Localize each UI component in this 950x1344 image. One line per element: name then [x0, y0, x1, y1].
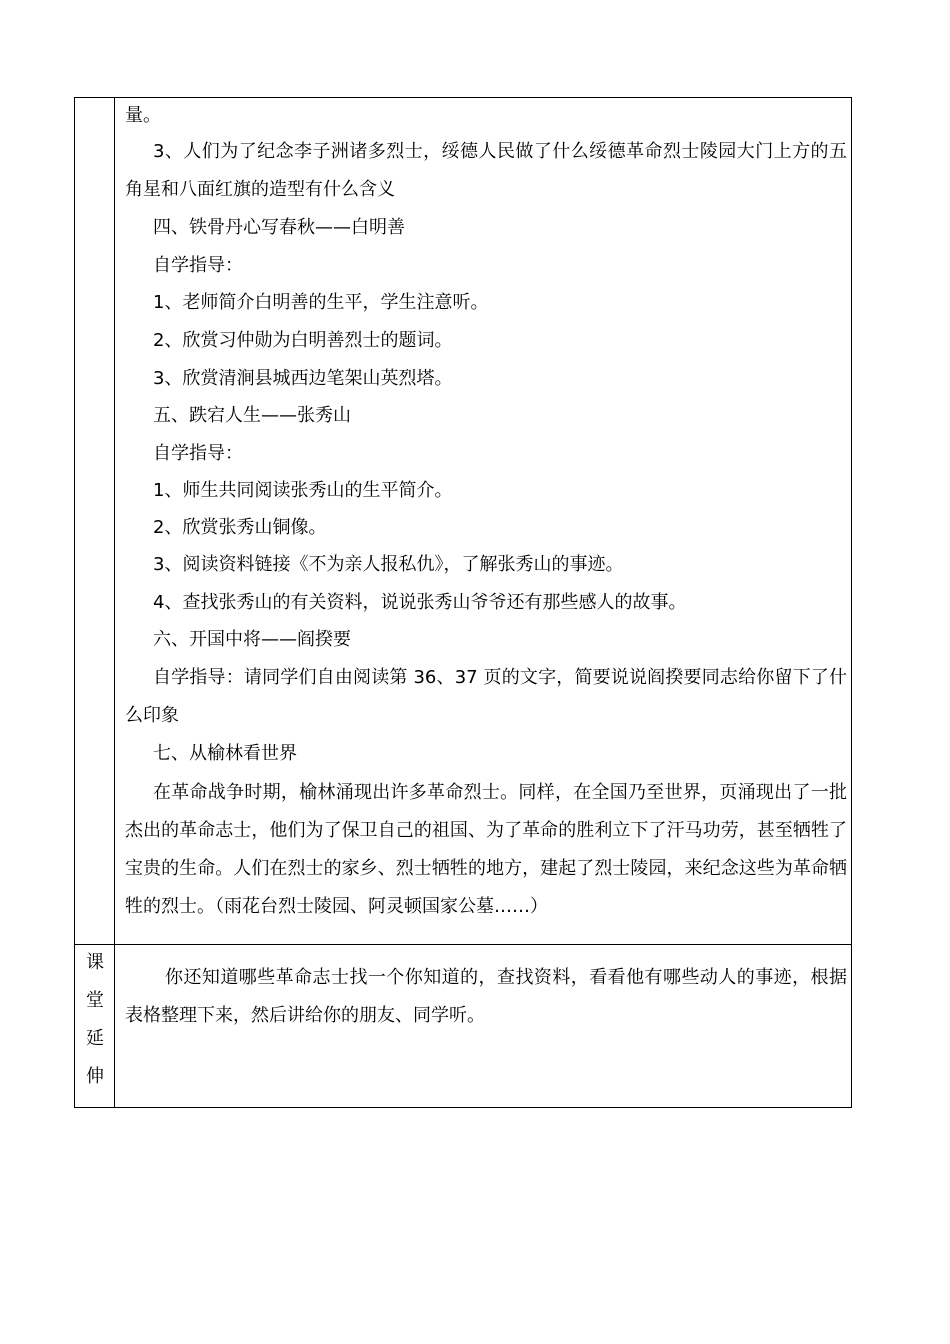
list-item: 2、欣赏张秀山铜像。 — [153, 517, 327, 538]
table-row — [75, 945, 851, 1107]
paragraph: 自学指导：请同学们自由阅读第 36、37 页的文字，简要说说阎揆要同志给你留下了什么印象 — [125, 667, 847, 726]
row-label-char: 伸 — [86, 1066, 104, 1087]
row-label-cell — [75, 945, 115, 1107]
content-cell — [115, 98, 851, 944]
paragraph: 量。 — [125, 105, 161, 126]
list-item: 1、师生共同阅读张秀山的生平简介。 — [153, 480, 453, 501]
paragraph: 自学指导： — [153, 255, 243, 276]
section-heading: 六、开国中将——阎揆要 — [153, 629, 351, 650]
section-heading: 五、跌宕人生——张秀山 — [153, 405, 351, 426]
row-label-char: 课 — [86, 952, 104, 973]
content-cell — [115, 945, 851, 1107]
paragraph: 你还知道哪些革命志士找一个你知道的，查找资料，看看他有哪些动人的事迹，根据表格整理下来，然后讲给你的朋友、同学听。 — [125, 967, 847, 1026]
list-item: 3、阅读资料链接《不为亲人报私仇》，了解张秀山的事迹。 — [153, 554, 624, 575]
list-item: 3、欣赏清涧县城西边笔架山英烈塔。 — [153, 368, 453, 389]
section-heading: 四、铁骨丹心写春秋——白明善 — [153, 217, 405, 238]
row-label-cell — [75, 98, 115, 944]
lesson-table — [74, 97, 852, 1108]
paragraph: 自学指导： — [153, 443, 243, 464]
list-item: 2、欣赏习仲勋为白明善烈士的题词。 — [153, 330, 453, 351]
list-item: 4、查找张秀山的有关资料，说说张秀山爷爷还有那些感人的故事。 — [153, 592, 687, 613]
row-label-char: 堂 — [86, 990, 104, 1011]
table-row — [75, 98, 851, 945]
section-heading: 七、从榆林看世界 — [153, 743, 297, 764]
row-label-char: 延 — [86, 1028, 104, 1049]
paragraph: 3、人们为了纪念李子洲诸多烈士，绥德人民做了什么绥德革命烈士陵园大门上方的五角星和八面红旗的造型有什么含义 — [125, 141, 847, 200]
list-item: 1、老师简介白明善的生平，学生注意听。 — [153, 292, 489, 313]
paragraph: 在革命战争时期，榆林涌现出许多革命烈士。同样，在全国乃至世界，页涌现出了一批杰出的革命志士，他们为了保卫自己的祖国、为了革命的胜利立下了汗马功劳，甚至牺牲了宝贵的生命。人们在烈士的家乡、烈士牺牲的地方，建起了烈士陵园，来纪念这些为革命牺牲的烈士。（雨花台烈士陵园、阿灵顿国家公墓……） — [125, 782, 847, 917]
